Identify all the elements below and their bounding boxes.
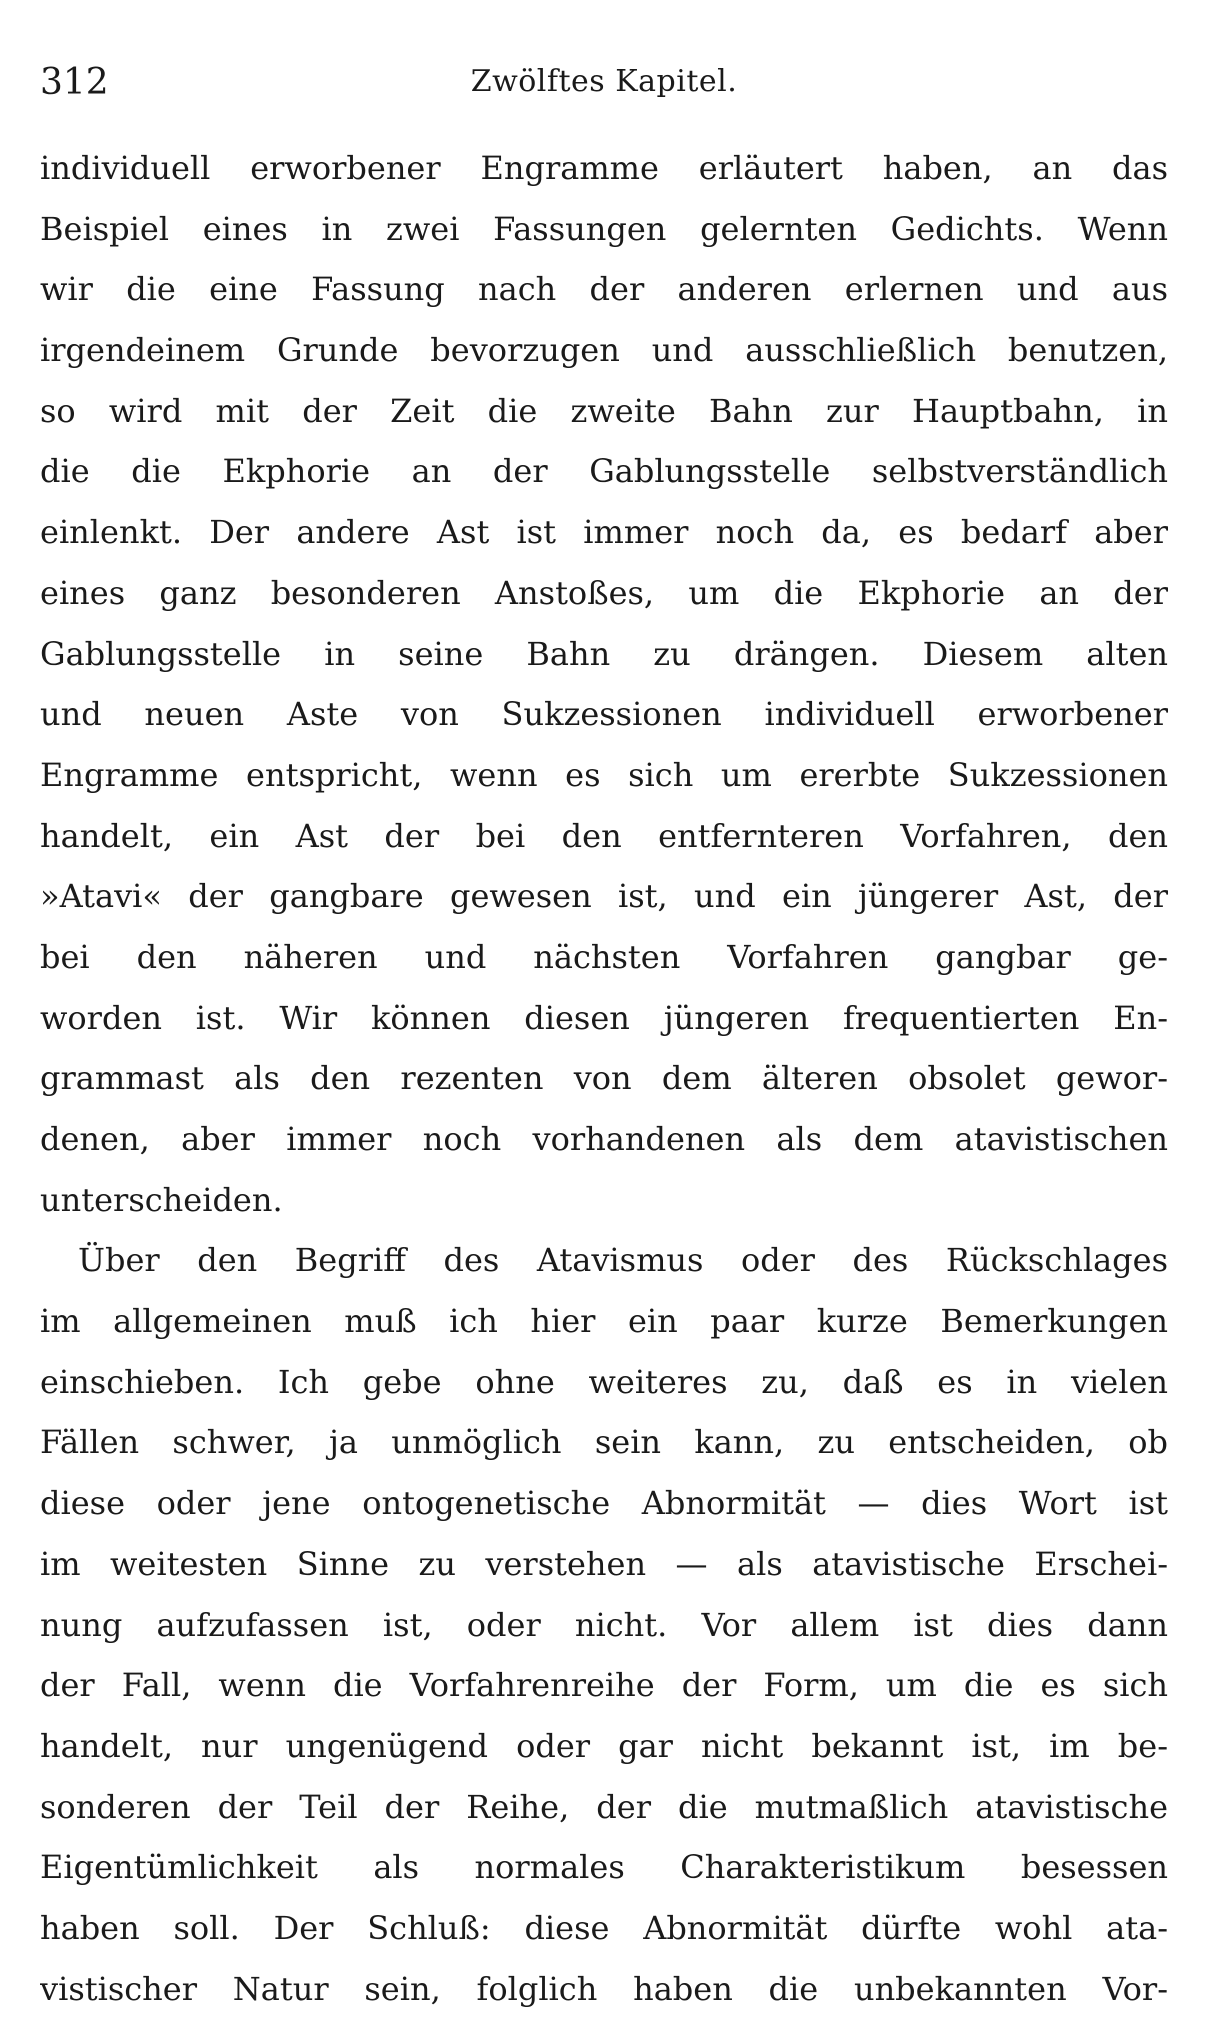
text-line: grammast als den rezenten von dem älteren obsolet gewor- <box>40 1059 1168 1098</box>
text-line: einlenkt. Der andere Ast ist immer noch da, es bedarf aber <box>40 513 1168 552</box>
paragraph-1 <box>40 138 1168 1230</box>
text-line: Über den Begriff des Atavismus oder des Rückschlages <box>78 1241 1168 1280</box>
text-line: sonderen der Teil der Reihe, der die mutmaßlich atavistische <box>40 1787 1168 1826</box>
text-line: Eigentümlichkeit als normales Charakteristikum besessen <box>40 1848 1168 1887</box>
text-line: Engramme entspricht, wenn es sich um ererbte Sukzessionen <box>40 755 1168 794</box>
page-header <box>40 56 1168 116</box>
text-line: Beispiel eines in zwei Fassungen gelernten Gedichts. Wenn <box>40 209 1168 248</box>
text-line: einschieben. Ich gebe ohne weiteres zu, daß es in vielen <box>40 1362 1168 1401</box>
text-line: »Atavi« der gangbare gewesen ist, und ein jüngerer Ast, der <box>40 877 1168 916</box>
text-line: diese oder jene ontogenetische Abnormität — dies Wort ist <box>40 1484 1168 1523</box>
text-line: handelt, ein Ast der bei den entfernteren Vorfahren, den <box>40 816 1168 855</box>
text-line: der Fall, wenn die Vorfahrenreihe der Form, um die es sich <box>40 1666 1168 1705</box>
text-line: im allgemeinen muß ich hier ein paar kurze Bemerkungen <box>40 1302 1168 1341</box>
page-number: 312 <box>40 62 109 103</box>
text-line: irgendeinem Grunde bevorzugen und ausschließlich benutzen, <box>40 331 1168 370</box>
running-head: Zwölftes Kapitel. <box>470 64 738 99</box>
text-line: eines ganz besonderen Anstoßes, um die Ekphorie an der <box>40 573 1168 612</box>
text-line: vistischer Natur sein, folglich haben die unbekannten Vor- <box>40 1969 1168 2008</box>
paragraph-2 <box>40 1230 1168 2019</box>
text-line: und neuen Aste von Sukzessionen individuell erworbener <box>40 695 1168 734</box>
text-line: bei den näheren und nächsten Vorfahren gangbar ge- <box>40 937 1168 976</box>
text-line: denen, aber immer noch vorhandenen als dem atavistischen <box>40 1120 1168 1158</box>
text-line: worden ist. Wir können diesen jüngeren frequentierten En- <box>40 998 1168 1037</box>
text-line: Fällen schwer, ja unmöglich sein kann, zu entscheiden, ob <box>40 1423 1168 1462</box>
text-line: wir die eine Fassung nach der anderen erlernen und aus <box>40 270 1168 309</box>
text-line: Gablungsstelle in seine Bahn zu drängen. Diesem alten <box>40 634 1168 673</box>
text-line: im weitesten Sinne zu verstehen — als atavistische Erschei- <box>40 1544 1168 1583</box>
text-line: so wird mit der Zeit die zweite Bahn zur Hauptbahn, in <box>40 391 1168 430</box>
body-text <box>40 138 1168 2019</box>
text-line: haben soll. Der Schluß: diese Abnormität dürfte wohl ata- <box>40 1908 1168 1947</box>
text-line: nung aufzufassen ist, oder nicht. Vor allem ist dies dann <box>40 1605 1168 1644</box>
text-line: die die Ekphorie an der Gablungsstelle selbstverständlich <box>40 452 1168 491</box>
book-page <box>40 56 1168 2019</box>
text-line: handelt, nur ungenügend oder gar nicht bekannt ist, im be- <box>40 1726 1168 1765</box>
text-line: individuell erworbener Engramme erläutert haben, an das <box>40 149 1168 187</box>
text-line: unterscheiden. <box>40 1180 283 1219</box>
